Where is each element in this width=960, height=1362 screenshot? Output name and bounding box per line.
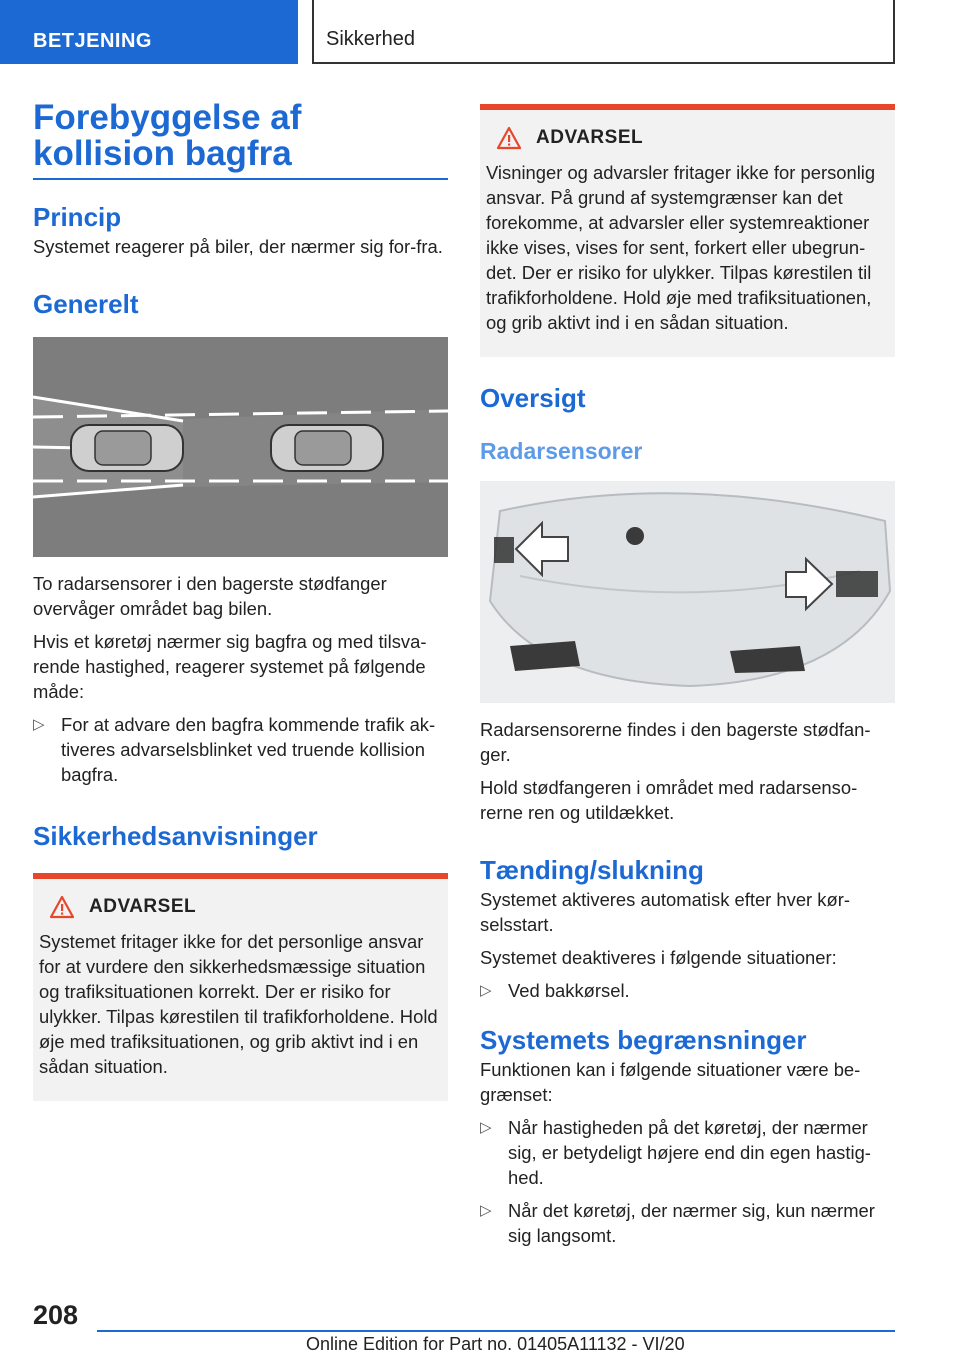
- generelt-p1: To radarsensorer i den bagerste stødfanger overvåger området bag bilen.: [33, 573, 387, 619]
- warning-text: Visninger og advarsler fritager ikke for personlig ansvar. På grund af systemgrænser kan det forekomme, at advarsler eller systemreaktioner ikke vises, vises for sent, forkert eller ubegrun-det. Der er risiko for ulykker. Tilpas kørestilen til trafikforholdene. Hold øje med trafiksituationen, og grib aktivt ind i en sådan situation.: [486, 162, 876, 333]
- page-title: Forebyggelse af kollision bagfra: [33, 100, 448, 180]
- car-rear-icon: [71, 425, 183, 471]
- right-column: [480, 104, 895, 1248]
- oversigt-p2: Hold stødfangeren i området med radarsenso-rerne ren og utildækket.: [480, 777, 858, 823]
- footer-edition: Online Edition for Part no. 01405A11132 - VI/20: [306, 1334, 685, 1354]
- warning-title-text: ADVARSEL: [89, 896, 197, 917]
- radar-illustration: [33, 337, 448, 557]
- warning-title: [496, 126, 887, 150]
- section-tab: BETJENING: [0, 0, 298, 64]
- bullet-icon: ▷: [33, 716, 45, 733]
- list-item: [480, 978, 895, 1003]
- subheading-radarsensorer: Radarsensorer: [480, 438, 643, 464]
- heading-oversigt: Oversigt: [480, 383, 586, 413]
- warning-title: [49, 895, 440, 919]
- left-column: [33, 100, 448, 1101]
- list-item: [480, 1198, 895, 1248]
- footer-divider: [97, 1330, 895, 1332]
- list-item: [33, 712, 448, 787]
- heading-sikkerhed: Sikkerhedsanvisninger: [33, 821, 318, 851]
- princip-text: Systemet reagerer på biler, der nærmer sig for-fra.: [33, 236, 443, 257]
- warning-box: [33, 873, 448, 1101]
- heading-graenser: Systemets begrænsninger: [480, 1025, 807, 1055]
- radar-sensor-left-icon: [494, 537, 514, 563]
- radar-sensor-right-icon: [836, 571, 878, 597]
- list-item-text: Når hastigheden på det køretøj, der nærmer sig, er betydeligt højere end din egen hastig-hed.: [508, 1117, 871, 1188]
- warning-text: Systemet fritager ikke for det personlige ansvar for at vurdere den sikkerhedsmæssige situation og trafiksituationen korrekt. Der er risiko for ulykker. Tilpas kørestilen til trafikforholdene. Hold øje med trafiksituationen, og grib aktivt ind i en sådan situation.: [39, 931, 438, 1077]
- page-number: 208: [33, 1300, 79, 1330]
- car-front-icon: [271, 425, 383, 471]
- oversigt-p1: Radarsensorerne findes i den bagerste stødfan-ger.: [480, 719, 871, 765]
- list-item: [480, 1115, 895, 1190]
- heading-taending: Tænding/slukning: [480, 855, 704, 885]
- warning-box: [480, 104, 895, 357]
- warning-title-text: ADVARSEL: [536, 127, 644, 148]
- generelt-p2: Hvis et køretøj nærmer sig bagfra og med tilsva-rende hastighed, reagerer systemet på følgende måde:: [33, 631, 427, 702]
- graenser-p1: Funktionen kan i følgende situationer være be-grænset:: [480, 1059, 861, 1105]
- bullet-icon: ▷: [480, 1119, 492, 1136]
- car-rear-graphic: [480, 481, 895, 703]
- radar-illustration-graphic: [33, 337, 448, 557]
- chapter-label: Sikkerhed: [312, 0, 895, 64]
- car-rear-illustration: [480, 481, 895, 703]
- heading-generelt: Generelt: [33, 289, 139, 319]
- warning-triangle-icon: [49, 895, 75, 919]
- list-item-text: Når det køretøj, der nærmer sig, kun nærmer sig langsomt.: [508, 1200, 875, 1246]
- taending-p2: Systemet deaktiveres i følgende situationer:: [480, 947, 837, 968]
- bullet-icon: ▷: [480, 1202, 492, 1219]
- warning-triangle-icon: [496, 126, 522, 150]
- logo-badge-icon: [626, 527, 644, 545]
- list-item-text: For at advare den bagfra kommende trafik ak-tiveres advarselsblinket ved truende kollision bagfra.: [61, 714, 436, 785]
- list-item-text: Ved bakkørsel.: [508, 980, 630, 1001]
- bullet-icon: ▷: [480, 982, 492, 999]
- taending-p1: Systemet aktiveres automatisk efter hver kør-selsstart.: [480, 889, 850, 935]
- heading-princip: Princip: [33, 202, 122, 232]
